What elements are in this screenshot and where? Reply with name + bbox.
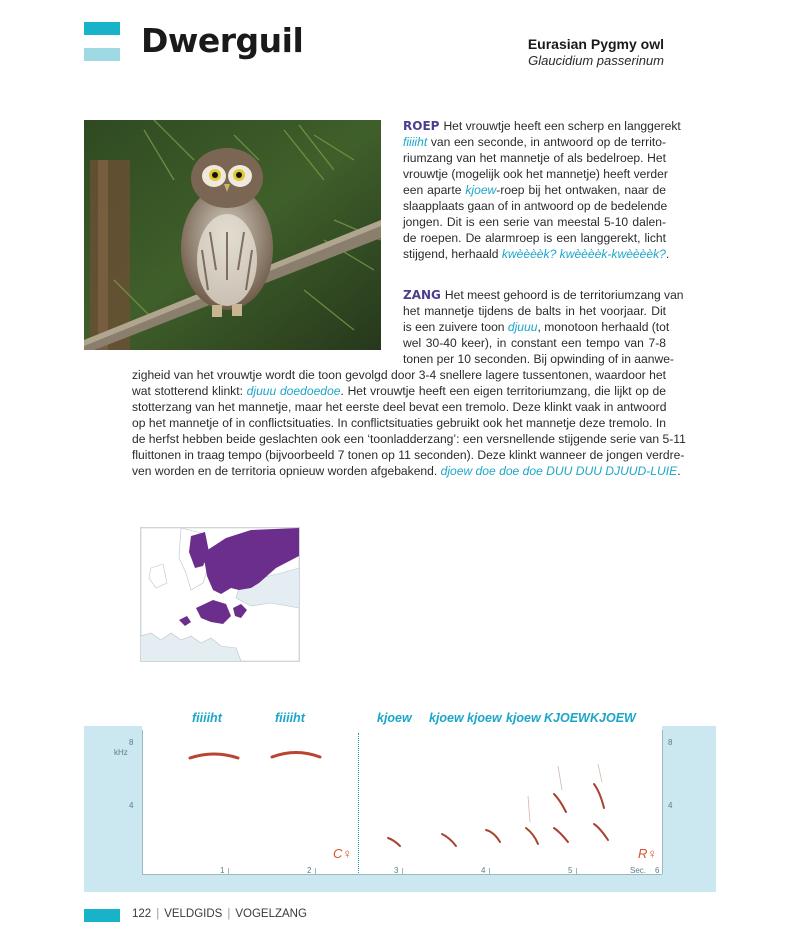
zang-text: Het meest gehoord is de territoriumzang van xyxy=(444,288,684,302)
x-tick-1: 1 xyxy=(220,866,225,875)
roep-text: riumzang van het mannetje of als bedelroep. Het xyxy=(403,151,666,165)
roep-text: Het vrouwtje heeft een scherp en langgerekt xyxy=(443,119,681,133)
zang-line xyxy=(132,464,681,480)
roep-line xyxy=(403,135,666,151)
zang-text: de herfst hebben beide geslachten ook een ‘toonladderzang’: een versnellende stijgende serie van 5-11 xyxy=(132,432,686,446)
english-name: Eurasian Pygmy owl xyxy=(527,36,664,52)
zang-label: ZANG xyxy=(403,288,441,302)
zang-line xyxy=(403,320,670,336)
footer-accent-bar xyxy=(84,909,120,922)
sono-trace-fiiiiht-2 xyxy=(272,753,320,758)
zang-text: op het mannetje of in conflictsituaties. In conflictsituaties gebruikt ook het mannetje deze tremolo. In xyxy=(132,416,666,430)
x-unit-label: Sec. xyxy=(630,866,647,875)
sono-label-kjoew-5: KJOEW xyxy=(544,711,590,725)
zang-text: stotterzang van het mannetje, maar het eerste deel bevat een tremolo. Deze klinkt vaak in antwoord xyxy=(132,400,667,414)
y-tick-4-left: 4 xyxy=(129,801,134,810)
zang-text: . xyxy=(677,464,681,478)
sonogram-axis-left xyxy=(142,730,143,874)
roep-line xyxy=(403,231,666,247)
zang-line xyxy=(132,400,666,416)
footer-section: VELDGIDS xyxy=(164,908,223,920)
sono-label-fiiiiht-1: fiiiiht xyxy=(192,711,222,725)
sono-trace-kjoew-6 xyxy=(594,824,608,840)
owl-photo xyxy=(84,120,381,350)
footer-separator: | xyxy=(156,908,160,920)
x-tick-mark xyxy=(315,868,316,874)
sono-marker-c-female: C♀ xyxy=(333,846,353,861)
sono-trace-fiiiiht-1 xyxy=(190,754,238,758)
sono-marker-r-female: R♀ xyxy=(638,846,658,861)
zang-text: wel 30-40 keer), in constant een tempo van 7-8 xyxy=(403,336,666,350)
roep-line xyxy=(403,183,666,199)
zang-line xyxy=(132,384,666,400)
roep-text: slaapplaats gaan of in antwoord op de bedelende xyxy=(403,199,668,213)
roep-text: de roepen. De alarmroep is een langgerekt, licht xyxy=(403,231,666,245)
roep-paragraph xyxy=(403,119,681,263)
zang-line xyxy=(403,288,684,304)
roep-text: van een seconde, in antwoord op de territo- xyxy=(427,135,666,149)
x-tick-6: 6 xyxy=(655,866,660,875)
roep-text: stijgend, herhaald xyxy=(403,247,502,261)
zang-text: tonen per 10 seconden. Bij opwinding of in aanwe- xyxy=(403,352,674,366)
page-title: Dwerguil xyxy=(141,21,304,60)
y-tick-8-left: 8 xyxy=(129,738,134,747)
sono-label-kjoew-1: kjoew xyxy=(377,711,412,725)
x-tick-2: 2 xyxy=(307,866,312,875)
scientific-name: Glaucidium passerinum xyxy=(528,53,664,68)
header-accent-bar-light xyxy=(84,48,120,61)
x-tick-mark xyxy=(576,868,577,874)
roep-line xyxy=(403,167,666,183)
page-number: 122 xyxy=(132,908,152,920)
zang-line xyxy=(132,416,666,432)
sonogram-divider xyxy=(358,733,359,873)
roep-text: -roep bij het ontwaken, naar de xyxy=(496,183,666,197)
call-toonladderzang: djoew doe doe doe DUU DUU DJUUD-LUIE xyxy=(440,464,678,478)
sono-label-kjoew-4: kjoew xyxy=(506,711,541,725)
roep-line xyxy=(403,199,666,215)
x-tick-mark xyxy=(489,868,490,874)
sono-trace-kjoew-2 xyxy=(442,834,456,846)
zang-text: ven worden en de territoria opnieuw worden afgebakend. xyxy=(132,464,441,478)
footer-chapter: VOGELZANG xyxy=(235,908,307,920)
zang-text: is een zuivere toon xyxy=(403,320,508,334)
sono-label-kjoew-6: KJOEW xyxy=(590,711,636,725)
roep-text: . xyxy=(665,247,670,261)
x-tick-3: 3 xyxy=(394,866,399,875)
zang-line xyxy=(132,448,685,464)
roep-line xyxy=(403,247,670,263)
zang-line xyxy=(403,352,674,368)
zang-text: zigheid van het vrouwtje wordt die toon gevolgd door 3-4 snellere lagere tussentonen, waardoor het xyxy=(132,368,666,382)
sono-trace-kjoew-1 xyxy=(388,838,400,846)
roep-text: een aparte xyxy=(403,183,466,197)
sonogram-axis-right xyxy=(662,730,663,874)
zang-paragraph xyxy=(403,288,684,368)
zang-text: fluittonen in traag tempo (bijvoorbeeld 7 tonen op 11 seconden). Deze klinkt wanneer de jongen verdre- xyxy=(132,448,685,462)
header-accent-bar xyxy=(84,22,120,35)
roep-line xyxy=(403,215,666,231)
roep-line xyxy=(403,151,666,167)
sono-label-kjoew-3: kjoew xyxy=(467,711,502,725)
distribution-map xyxy=(140,527,300,662)
zang-text: het mannetje tijdens de balts in het voorjaar. Dit xyxy=(403,304,666,318)
call-kjoew: kjoew xyxy=(465,183,497,197)
sono-label-fiiiiht-2: fiiiiht xyxy=(275,711,305,725)
zang-line xyxy=(132,368,666,384)
sonogram xyxy=(142,724,662,874)
y-tick-8-right: 8 xyxy=(668,738,673,747)
zang-text: , monotoon herhaald (tot xyxy=(537,320,670,334)
call-fiiiiht: fiiiiht xyxy=(403,135,428,149)
zang-text: . Het vrouwtje heeft een eigen territoriumzang, die lijkt op de xyxy=(340,384,666,398)
footer xyxy=(132,908,307,920)
x-tick-mark xyxy=(228,868,229,874)
zang-text: wat stotterend klinkt: xyxy=(132,384,247,398)
y-tick-4-right: 4 xyxy=(668,801,673,810)
zang-line xyxy=(403,336,666,352)
y-unit-label: kHz xyxy=(114,748,128,757)
sono-trace-kjoew-4 xyxy=(526,828,538,844)
sono-trace-kjoew-8 xyxy=(594,784,604,808)
zang-paragraph-continued xyxy=(132,368,686,480)
roep-line xyxy=(403,119,681,135)
call-djuuu: djuuu xyxy=(507,320,538,334)
sono-trace-kjoew-5 xyxy=(554,828,568,842)
call-djuuu-doedoedoe: djuuu doedoedoe xyxy=(246,384,341,398)
x-tick-mark xyxy=(402,868,403,874)
roep-text: jongen. Dit is een serie van meestal 5-10 dalen- xyxy=(403,215,666,229)
x-tick-4: 4 xyxy=(481,866,486,875)
x-tick-5: 5 xyxy=(568,866,573,875)
roep-text: vrouwtje (mogelijk ook het mannetje) heeft verder xyxy=(403,167,668,181)
sono-trace-kjoew-7 xyxy=(554,794,566,812)
call-kweeek: kwèèèèk? kwèèèèk-kwèèèèk? xyxy=(501,247,666,261)
footer-separator: | xyxy=(227,908,231,920)
sono-label-kjoew-2: kjoew xyxy=(429,711,464,725)
sono-trace-kjoew-3 xyxy=(486,830,500,842)
zang-line xyxy=(403,304,666,320)
zang-line xyxy=(132,432,686,448)
roep-label: ROEP xyxy=(403,119,440,133)
